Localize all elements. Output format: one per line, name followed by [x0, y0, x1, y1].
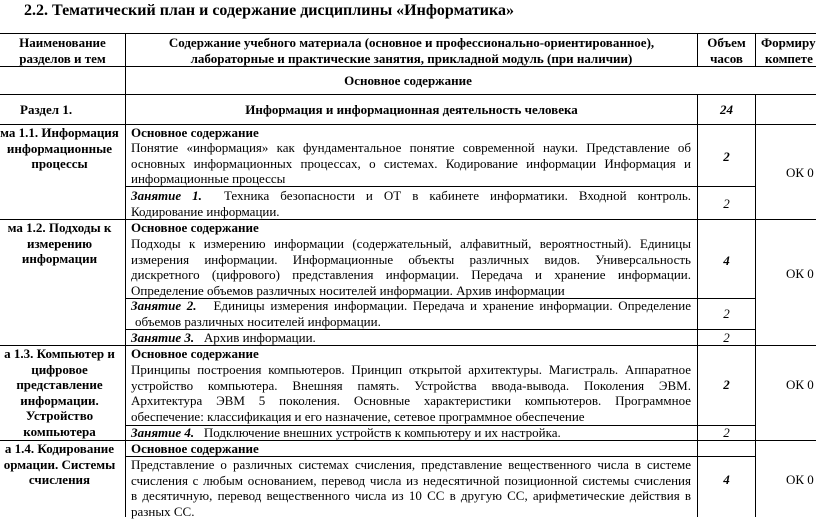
header-col-name: Наименование разделов и тем [19, 35, 106, 66]
section-name: Раздел 1. [20, 102, 73, 117]
competence-code: ОК 0 [786, 165, 814, 180]
content-hours: 4 [723, 472, 730, 487]
content-hours: 4 [723, 253, 730, 268]
lesson: Занятие 4. Подключение внешних устройств к компьютеру и их настройка. [131, 425, 561, 440]
topic-content: Подходы к измерению информации (содержательный, алфавитный, вероятностный). Единицы измерения информации. Информационные объекты различных видов. Универсальность дискретного (цифрового) представления информации. Передача и хранение информации. Определение объемов различных носителей информации. Архив информации [131, 236, 691, 298]
competence-code: ОК 0 [786, 377, 814, 392]
topic-content: Понятие «информация» как фундаментальное понятие современной науки. Представление об основных информационных процессах, о системах. Кодирование информации Информация и информационные процессы [131, 140, 691, 186]
lesson: Занятие 2. Единицы измерения информации. Передача и хранение информации. Определение объемов различных носителей информации. [131, 298, 692, 329]
topic-content: Представление о различных системах счисления, представление вещественного числа в системе счисления с любым основанием, перевод числа из недесятичной позиционной системы счисления в десятичную, перевод вещественного числа из 10 СС в другую СС, арифметические действия в разных СС. [131, 457, 691, 519]
topic-name: ма 1.2. Подходы к измерению информации [7, 220, 112, 266]
header-divider [0, 66, 816, 67]
topic-content: Принципы построения компьютеров. Принцип открытой архитектуры. Магистраль. Аппаратное устройство компьютера. Внешняя память. Устройства ввода-вывода. Поколения ЭВМ. Архитектура ЭВМ 5 поколения. Основные характеристики компьютеров. Программное обеспечение: классификация и его назначение, сетевое программное обеспечение [131, 362, 691, 424]
lesson-hours: 2 [723, 330, 730, 345]
table-border-top [0, 33, 816, 34]
competence-code: ОК 0 [786, 266, 814, 281]
topic-name: а 1.4. Кодирование ормации. Системы счисления [3, 441, 116, 487]
page-title: 2.2. Тематический план и содержание дисциплины «Информатика» [24, 2, 514, 19]
content-label: Основное содержание [131, 441, 259, 456]
lesson: Занятие 1. Техника безопасности и ОТ в кабинете информатики. Входной контроль. Кодирование информации. [131, 188, 692, 219]
row-divider [0, 94, 816, 95]
lesson-hours: 2 [723, 196, 730, 211]
header-col-competence: Формиру компете [761, 35, 816, 66]
content-label: Основное содержание [131, 346, 259, 361]
column-divider [755, 94, 756, 517]
content-label: Основное содержание [131, 125, 259, 140]
lesson: Занятие 3. Архив информации. [131, 330, 316, 345]
competence-code: ОК 0 [786, 472, 814, 487]
section-title: Информация и информационная деятельность человека [245, 102, 578, 117]
content-label: Основное содержание [131, 220, 259, 235]
main-content-label: Основное содержание [344, 73, 472, 88]
column-divider [755, 33, 756, 67]
header-col-content: Содержание учебного материала (основное и профессионально-ориентированное), лабораторные и практические занятия, прикладной модуль (при наличии) [168, 35, 655, 66]
topic-name: ма 1.1. Информация информационные процессы [0, 125, 119, 171]
section-hours: 24 [720, 102, 733, 117]
lesson-hours: 2 [723, 306, 730, 321]
lesson-hours: 2 [723, 425, 730, 440]
content-hours: 2 [723, 377, 730, 392]
topic-name: а 1.3. Компьютер и цифровое представление информации. Устройство компьютера [4, 346, 115, 439]
content-hours: 2 [723, 149, 730, 164]
header-col-hours: Объем часов [707, 35, 746, 66]
